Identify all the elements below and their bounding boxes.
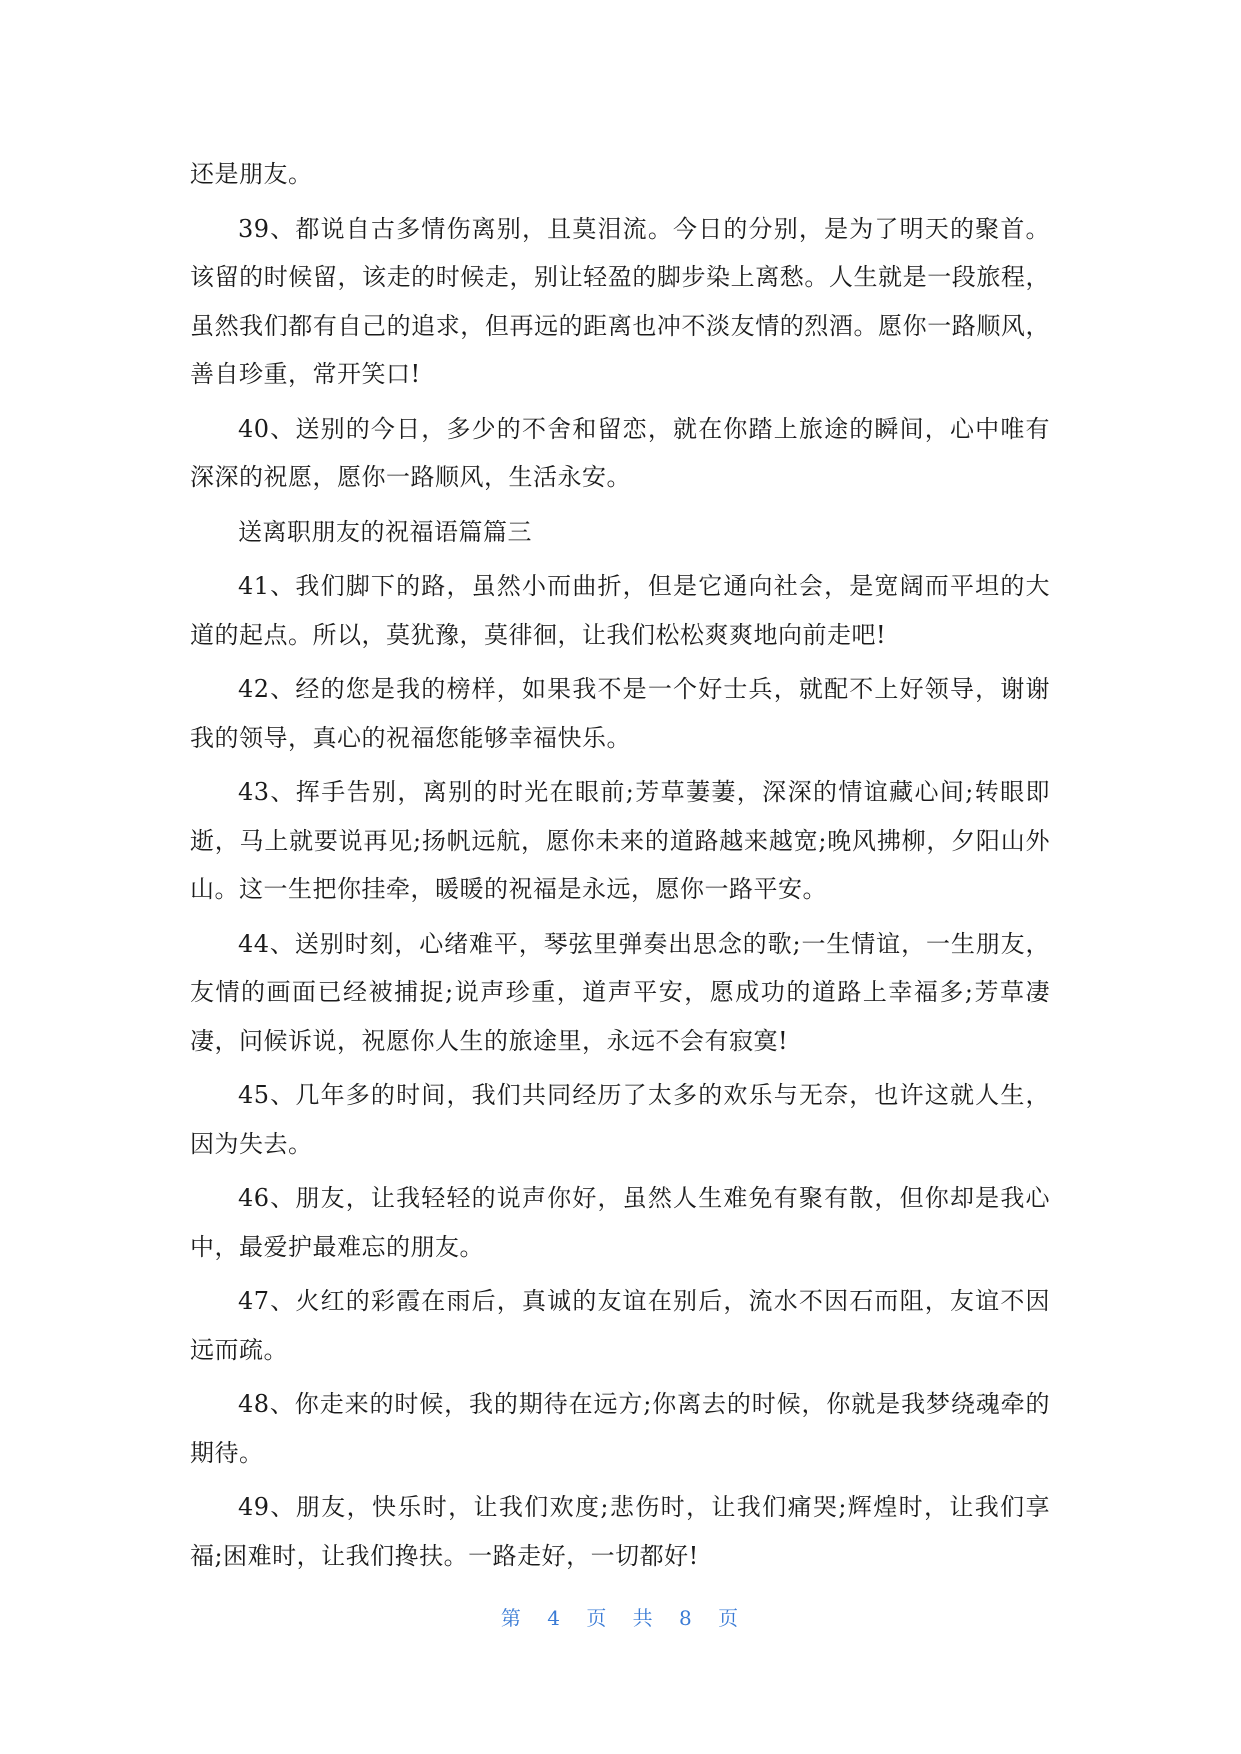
paragraph-45: 45、几年多的时间，我们共同经历了太多的欢乐与无奈，也许这就人生，因为失去。: [190, 1081, 1050, 1158]
paragraph-49: 49、朋友，快乐时，让我们欢度;悲伤时，让我们痛哭;辉煌时，让我们享福;困难时，让我们搀扶。一路走好，一切都好!: [190, 1493, 1050, 1570]
paragraph-continuation: 还是朋友。: [190, 160, 313, 188]
document-body: [190, 150, 1050, 1586]
paragraph-40: 40、送别的今日，多少的不舍和留恋，就在你踏上旅途的瞬间，心中唯有深深的祝愿，愿你一路顺风，生活永安。: [190, 414, 1050, 491]
footer-total-label: 共: [632, 1606, 655, 1630]
paragraph-39: 39、都说自古多情伤离别，且莫泪流。今日的分别，是为了明天的聚首。该留的时候留，该走的时候走，别让轻盈的脚步染上离愁。人生就是一段旅程，虽然我们都有自己的追求，但再远的距离也冲不淡友情的烈酒。愿你一路顺风，善自珍重，常开笑口!: [190, 214, 1050, 388]
paragraph-48: 48、你走来的时候，我的期待在远方;你离去的时候，你就是我梦绕魂牵的期待。: [190, 1390, 1050, 1467]
footer-total-unit: 页: [718, 1606, 741, 1630]
paragraph-44: 44、送别时刻，心绪难平，琴弦里弹奏出思念的歌;一生情谊，一生朋友，友情的画面已经被捕捉;说声珍重，道声平安，愿成功的道路上幸福多;芳草凄凄，问候诉说，祝愿你人生的旅途里，永远不会有寂寞!: [190, 929, 1050, 1055]
paragraph-42: 42、经的您是我的榜样，如果我不是一个好士兵，就配不上好领导，谢谢我的领导，真心的祝福您能够幸福快乐。: [190, 675, 1050, 752]
footer-page-unit: 页: [586, 1606, 609, 1630]
paragraph-41: 41、我们脚下的路，虽然小而曲折，但是它通向社会，是宽阔而平坦的大道的起点。所以，莫犹豫，莫徘徊，让我们松松爽爽地向前走吧!: [190, 572, 1050, 649]
paragraph-46: 46、朋友，让我轻轻的说声你好，虽然人生难免有聚有散，但你却是我心中，最爱护最难忘的朋友。: [190, 1184, 1050, 1261]
paragraph-43: 43、挥手告别，离别的时光在眼前;芳草萋萋，深深的情谊藏心间;转眼即逝，马上就要说再见;扬帆远航，愿你未来的道路越来越宽;晚风拂柳，夕阳山外山。这一生把你挂牵，暖暖的祝福是永远，愿你一路平安。: [190, 778, 1050, 903]
section-heading: 送离职朋友的祝福语篇篇三: [238, 517, 532, 546]
paragraph-47: 47、火红的彩霞在雨后，真诚的友谊在别后，流水不因石而阻，友谊不因远而疏。: [190, 1287, 1050, 1364]
footer-page-label: 第: [500, 1606, 523, 1630]
footer-total-pages: 8: [679, 1606, 694, 1630]
page-footer: [0, 1602, 1241, 1631]
footer-current-page: 4: [547, 1606, 562, 1630]
